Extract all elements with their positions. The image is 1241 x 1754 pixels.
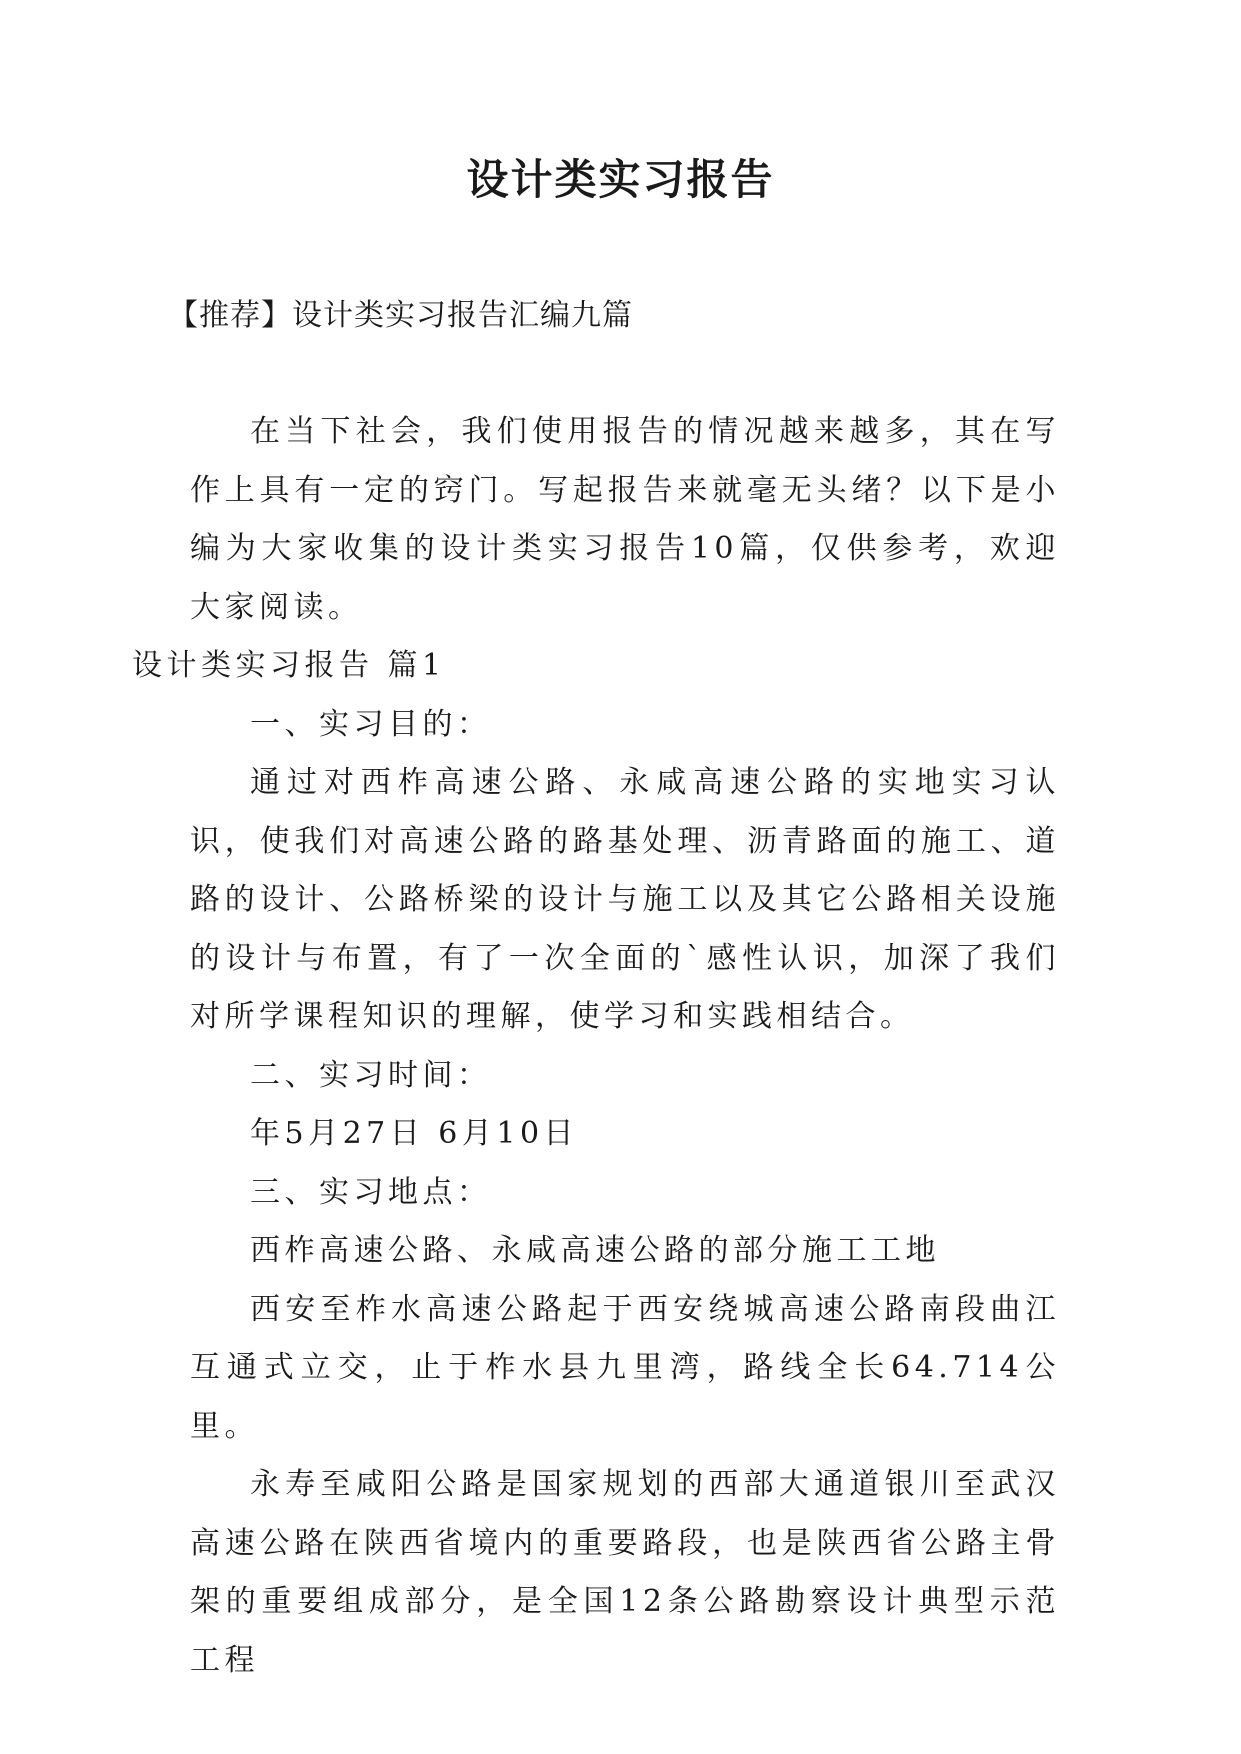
section-subheading: 一、实习目的： <box>250 706 492 742</box>
paragraph: 永寿至咸阳公路是国家规划的西部大通道银川至武汉高速公路在陕西省境内的重要路段，也是陕西省公路主骨架的重要组成部分，是全国12条公路勘察设计典型示范工程 <box>190 1467 1060 1678</box>
paragraph: 西柞高速公路、永咸高速公路的部分施工工地 <box>250 1233 940 1268</box>
paragraph: 西安至柞水高速公路起于西安绕城高速公路南段曲江互通式立交，止于柞水县九里湾，路线全长64.714公里。 <box>190 1291 1060 1444</box>
intro-paragraph: 在当下社会，我们使用报告的情况越来越多，其在写作上具有一定的窍门。写起报告来就毫无头绪？以下是小编为大家收集的设计类实习报告10篇，仅供参考，欢迎大家阅读。 <box>190 414 1060 625</box>
paragraph: 年5月27日 6月10日 <box>250 1116 579 1151</box>
document-subtitle: 【推荐】设计类实习报告汇编九篇 <box>168 298 633 333</box>
paragraph: 通过对西柞高速公路、永咸高速公路的实地实习认识，使我们对高速公路的路基处理、沥青路面的施工、道路的设计、公路桥梁的设计与施工以及其它公路相关设施的设计与布置，有了一次全面的`感性认识，加深了我们对所学课程知识的理解，使学习和实践相结合。 <box>190 765 1060 1034</box>
section-subheading: 二、实习时间： <box>250 1057 492 1093</box>
document-title: 设计类实习报告 <box>466 155 775 204</box>
section-subheading: 三、实习地点： <box>250 1174 492 1210</box>
document-body <box>132 403 1060 1690</box>
section-heading: 设计类实习报告 篇1 <box>132 648 446 683</box>
